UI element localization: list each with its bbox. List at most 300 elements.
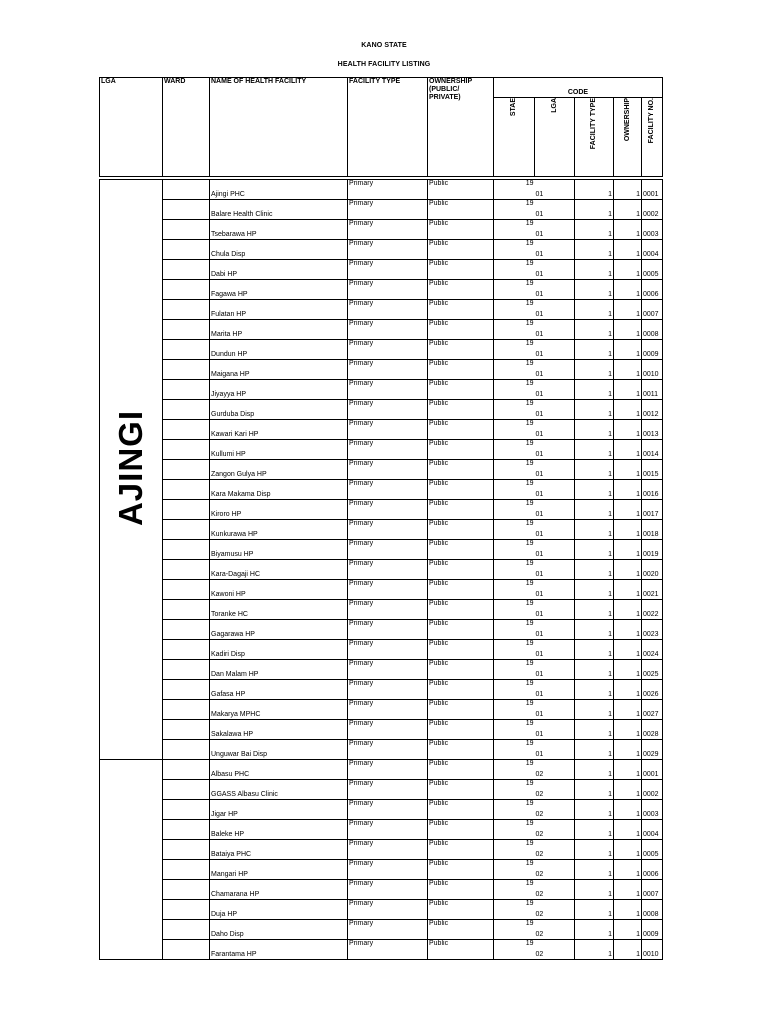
facility-number: 0004	[642, 240, 663, 260]
ward-cell	[163, 640, 210, 660]
facility-number: 0021	[642, 580, 663, 600]
lga-cell	[100, 760, 163, 960]
facility-type: Primary	[348, 680, 428, 700]
state-code: 19	[525, 660, 534, 667]
table-row	[100, 800, 663, 820]
facility-type-code: 1	[575, 740, 614, 760]
state-code: 19	[525, 940, 534, 947]
facility-type: Primary	[348, 500, 428, 520]
facility-type: Primary	[348, 660, 428, 680]
facility-name: Fulatan HP	[210, 300, 348, 320]
lga-cell	[100, 180, 163, 760]
facility-type-code: 1	[575, 940, 614, 960]
lga-code: 02	[535, 800, 575, 820]
table-row	[100, 700, 663, 720]
facility-name: Mangari HP	[210, 860, 348, 880]
ownership-code: 1	[614, 400, 642, 420]
state-code: 19	[525, 900, 534, 907]
facility-type-code: 1	[575, 620, 614, 640]
table-row	[100, 540, 663, 560]
col-header-facility-no: FACILITY NO.	[642, 98, 663, 177]
facility-type-code: 1	[575, 840, 614, 860]
state-code-cell	[494, 520, 535, 540]
state-code-cell	[494, 880, 535, 900]
facility-type-code: 1	[575, 240, 614, 260]
ownership-code: 1	[614, 620, 642, 640]
facility-name: Tsebarawa HP	[210, 220, 348, 240]
facility-name: Balare Health Clinic	[210, 200, 348, 220]
state-code: 19	[525, 540, 534, 547]
facility-type-code: 1	[575, 400, 614, 420]
ward-cell	[163, 840, 210, 860]
ward-cell	[163, 540, 210, 560]
facility-type: Primary	[348, 260, 428, 280]
facility-number: 0004	[642, 820, 663, 840]
facility-type: Primary	[348, 700, 428, 720]
facility-type-code: 1	[575, 580, 614, 600]
ownership: Public	[428, 860, 494, 880]
ownership: Public	[428, 500, 494, 520]
ward-cell	[163, 240, 210, 260]
ownership: Public	[428, 560, 494, 580]
ward-cell	[163, 880, 210, 900]
ward-cell	[163, 940, 210, 960]
ownership-code: 1	[614, 600, 642, 620]
state-code-cell	[494, 540, 535, 560]
facility-type: Primary	[348, 180, 428, 200]
lga-code: 02	[535, 780, 575, 800]
ownership-code: 1	[614, 220, 642, 240]
lga-code: 01	[535, 700, 575, 720]
state-code: 19	[525, 740, 534, 747]
ownership-code: 1	[614, 320, 642, 340]
facility-number: 0028	[642, 720, 663, 740]
lga-code: 01	[535, 260, 575, 280]
facility-type: Primary	[348, 940, 428, 960]
ownership: Public	[428, 820, 494, 840]
table-row	[100, 600, 663, 620]
lga-code: 01	[535, 520, 575, 540]
state-code-cell	[494, 260, 535, 280]
ward-cell	[163, 320, 210, 340]
lga-code: 01	[535, 360, 575, 380]
ownership-code: 1	[614, 640, 642, 660]
facility-number: 0001	[642, 180, 663, 200]
state-code: 19	[525, 520, 534, 527]
table-row	[100, 260, 663, 280]
ownership: Public	[428, 240, 494, 260]
table-row	[100, 300, 663, 320]
ownership: Public	[428, 520, 494, 540]
facility-type-code: 1	[575, 800, 614, 820]
facility-name: Bataiya PHC	[210, 840, 348, 860]
lga-name: AJINGI	[112, 409, 149, 527]
ward-cell	[163, 180, 210, 200]
lga-code: 01	[535, 300, 575, 320]
facility-number: 0008	[642, 320, 663, 340]
facility-type-code: 1	[575, 660, 614, 680]
state-code-cell	[494, 560, 535, 580]
table-row	[100, 380, 663, 400]
state-code-cell	[494, 400, 535, 420]
table-row	[100, 900, 663, 920]
facility-type-code: 1	[575, 860, 614, 880]
state-code-cell	[494, 680, 535, 700]
state-code-cell	[494, 380, 535, 400]
lga-code: 01	[535, 720, 575, 740]
ward-cell	[163, 600, 210, 620]
facility-type: Primary	[348, 600, 428, 620]
facility-number: 0008	[642, 900, 663, 920]
lga-code: 02	[535, 840, 575, 860]
lga-code: 02	[535, 920, 575, 940]
lga-code: 01	[535, 620, 575, 640]
facility-number: 0019	[642, 540, 663, 560]
lga-code: 01	[535, 200, 575, 220]
state-code: 19	[525, 460, 534, 467]
facility-name: Gafasa HP	[210, 680, 348, 700]
facility-number: 0027	[642, 700, 663, 720]
ownership-code: 1	[614, 540, 642, 560]
table-row	[100, 820, 663, 840]
facility-number: 0020	[642, 560, 663, 580]
col-header-facility-type-code: FACILITY TYPE	[575, 98, 614, 177]
ownership-code: 1	[614, 940, 642, 960]
facility-number: 0012	[642, 400, 663, 420]
col-header-ownership-code: OWNERSHIP	[614, 98, 642, 177]
table-row	[100, 560, 663, 580]
facility-number: 0015	[642, 460, 663, 480]
facility-number: 0013	[642, 420, 663, 440]
ward-cell	[163, 820, 210, 840]
state-code: 19	[525, 880, 534, 887]
table-row	[100, 880, 663, 900]
state-code-cell	[494, 740, 535, 760]
ward-cell	[163, 580, 210, 600]
table-row	[100, 520, 663, 540]
state-code-cell	[494, 460, 535, 480]
facility-type: Primary	[348, 780, 428, 800]
ownership: Public	[428, 660, 494, 680]
ward-cell	[163, 380, 210, 400]
ownership: Public	[428, 640, 494, 660]
facility-type: Primary	[348, 440, 428, 460]
ward-cell	[163, 760, 210, 780]
state-code: 19	[525, 840, 534, 847]
facility-type: Primary	[348, 580, 428, 600]
ownership-code: 1	[614, 200, 642, 220]
facility-number: 0026	[642, 680, 663, 700]
facility-name: Chamarana HP	[210, 880, 348, 900]
facility-name: Toranke HC	[210, 600, 348, 620]
ownership-code: 1	[614, 680, 642, 700]
facility-type: Primary	[348, 740, 428, 760]
state-code-cell	[494, 660, 535, 680]
table-row	[100, 280, 663, 300]
facility-type-code: 1	[575, 180, 614, 200]
lga-code: 01	[535, 220, 575, 240]
listing-title: HEALTH FACILITY LISTING	[337, 61, 431, 68]
table-row	[100, 920, 663, 940]
lga-code: 01	[535, 340, 575, 360]
facility-number: 0022	[642, 600, 663, 620]
facility-number: 0011	[642, 380, 663, 400]
lga-code: 01	[535, 560, 575, 580]
facility-type: Primary	[348, 540, 428, 560]
ward-cell	[163, 520, 210, 540]
facility-name: GGASS Albasu Clinic	[210, 780, 348, 800]
lga-code: 02	[535, 880, 575, 900]
facility-type-code: 1	[575, 820, 614, 840]
facility-type: Primary	[348, 280, 428, 300]
facility-type: Primary	[348, 900, 428, 920]
state-code: 19	[525, 760, 534, 767]
table-row	[100, 420, 663, 440]
lga-code: 01	[535, 640, 575, 660]
state-code: 19	[525, 340, 534, 347]
ownership-code: 1	[614, 860, 642, 880]
facility-type-code: 1	[575, 420, 614, 440]
ward-cell	[163, 460, 210, 480]
state-code: 19	[525, 640, 534, 647]
facility-type-code: 1	[575, 780, 614, 800]
ownership: Public	[428, 700, 494, 720]
ward-cell	[163, 560, 210, 580]
state-code: 19	[525, 800, 534, 807]
facility-type-code: 1	[575, 920, 614, 940]
facility-type: Primary	[348, 320, 428, 340]
ownership-code: 1	[614, 340, 642, 360]
ownership-code: 1	[614, 560, 642, 580]
facility-number: 0006	[642, 280, 663, 300]
ward-cell	[163, 400, 210, 420]
table-row	[100, 480, 663, 500]
ownership-code: 1	[614, 840, 642, 860]
facility-type: Primary	[348, 560, 428, 580]
facility-type-code: 1	[575, 440, 614, 460]
state-code: 19	[525, 420, 534, 427]
ownership-code: 1	[614, 280, 642, 300]
ownership-code: 1	[614, 760, 642, 780]
state-code: 19	[525, 500, 534, 507]
ownership: Public	[428, 800, 494, 820]
lga-code: 01	[535, 280, 575, 300]
ward-cell	[163, 360, 210, 380]
ward-cell	[163, 480, 210, 500]
facility-number: 0001	[642, 760, 663, 780]
facility-type-code: 1	[575, 340, 614, 360]
facility-type: Primary	[348, 860, 428, 880]
state-code-cell	[494, 420, 535, 440]
table-row	[100, 180, 663, 200]
facility-number: 0009	[642, 920, 663, 940]
facility-number: 0006	[642, 860, 663, 880]
facility-type: Primary	[348, 200, 428, 220]
ownership-code: 1	[614, 240, 642, 260]
facility-name: Kawoni HP	[210, 580, 348, 600]
state-code: 19	[525, 560, 534, 567]
ownership: Public	[428, 420, 494, 440]
state-code-cell	[494, 200, 535, 220]
state-code-cell	[494, 820, 535, 840]
facility-name: Kadiri Disp	[210, 640, 348, 660]
ownership-code: 1	[614, 380, 642, 400]
facility-name: Chula Disp	[210, 240, 348, 260]
lga-code: 01	[535, 420, 575, 440]
lga-code: 01	[535, 680, 575, 700]
facility-type-code: 1	[575, 300, 614, 320]
ownership-code: 1	[614, 520, 642, 540]
facility-type-code: 1	[575, 280, 614, 300]
ward-cell	[163, 860, 210, 880]
facility-type: Primary	[348, 300, 428, 320]
lga-code: 01	[535, 320, 575, 340]
state-code-cell	[494, 600, 535, 620]
facility-type: Primary	[348, 420, 428, 440]
lga-code: 01	[535, 500, 575, 520]
ward-cell	[163, 680, 210, 700]
facility-name: Jiyayya HP	[210, 380, 348, 400]
ward-cell	[163, 780, 210, 800]
facility-number: 0010	[642, 360, 663, 380]
state-code: 19	[525, 620, 534, 627]
table-row	[100, 200, 663, 220]
state-code: 19	[525, 300, 534, 307]
facility-type-code: 1	[575, 220, 614, 240]
facility-name: Dundun HP	[210, 340, 348, 360]
facility-type-code: 1	[575, 600, 614, 620]
ownership: Public	[428, 580, 494, 600]
table-row	[100, 400, 663, 420]
facility-type: Primary	[348, 460, 428, 480]
facility-number: 0024	[642, 640, 663, 660]
ownership-code: 1	[614, 820, 642, 840]
ward-cell	[163, 660, 210, 680]
ownership-code: 1	[614, 260, 642, 280]
facility-type-code: 1	[575, 480, 614, 500]
state-code-cell	[494, 900, 535, 920]
ownership: Public	[428, 300, 494, 320]
facility-name: Maigana HP	[210, 360, 348, 380]
ward-cell	[163, 280, 210, 300]
ownership-code: 1	[614, 480, 642, 500]
facility-type: Primary	[348, 340, 428, 360]
ownership-code: 1	[614, 740, 642, 760]
facility-type: Primary	[348, 240, 428, 260]
ownership: Public	[428, 380, 494, 400]
lga-code: 01	[535, 740, 575, 760]
lga-code: 01	[535, 540, 575, 560]
state-code-cell	[494, 780, 535, 800]
facility-type: Primary	[348, 620, 428, 640]
state-code-cell	[494, 800, 535, 820]
ownership-code: 1	[614, 460, 642, 480]
table-row	[100, 460, 663, 480]
facility-type: Primary	[348, 640, 428, 660]
ownership: Public	[428, 260, 494, 280]
state-code-cell	[494, 860, 535, 880]
facility-type: Primary	[348, 760, 428, 780]
facility-name: Fagawa HP	[210, 280, 348, 300]
ownership: Public	[428, 920, 494, 940]
facility-type-code: 1	[575, 720, 614, 740]
table-row	[100, 740, 663, 760]
facility-name: Gagarawa HP	[210, 620, 348, 640]
state-code-cell	[494, 280, 535, 300]
facility-type-code: 1	[575, 900, 614, 920]
state-code: 19	[525, 440, 534, 447]
facility-type: Primary	[348, 880, 428, 900]
table-row	[100, 940, 663, 960]
facility-name: Daho Disp	[210, 920, 348, 940]
facility-name: Marita HP	[210, 320, 348, 340]
facility-type-code: 1	[575, 680, 614, 700]
table-row	[100, 240, 663, 260]
facility-type-code: 1	[575, 520, 614, 540]
ownership: Public	[428, 440, 494, 460]
state-code-cell	[494, 920, 535, 940]
facility-type: Primary	[348, 720, 428, 740]
facility-type-code: 1	[575, 260, 614, 280]
facility-table	[99, 77, 663, 960]
facility-type: Primary	[348, 920, 428, 940]
facility-number: 0029	[642, 740, 663, 760]
lga-code: 02	[535, 900, 575, 920]
facility-type: Primary	[348, 520, 428, 540]
lga-code: 01	[535, 460, 575, 480]
state-code-cell	[494, 180, 535, 200]
state-code-cell	[494, 580, 535, 600]
facility-name: Farantama HP	[210, 940, 348, 960]
ward-cell	[163, 420, 210, 440]
ownership: Public	[428, 400, 494, 420]
ownership: Public	[428, 840, 494, 860]
facility-number: 0007	[642, 880, 663, 900]
lga-code: 01	[535, 600, 575, 620]
state-code-cell	[494, 220, 535, 240]
facility-number: 0025	[642, 660, 663, 680]
ownership: Public	[428, 280, 494, 300]
lga-code: 02	[535, 820, 575, 840]
ward-cell	[163, 720, 210, 740]
state-code-cell	[494, 640, 535, 660]
facility-type-code: 1	[575, 700, 614, 720]
ownership: Public	[428, 200, 494, 220]
col-header-ward: WARD	[163, 78, 210, 177]
state-code: 19	[525, 720, 534, 727]
facility-type: Primary	[348, 840, 428, 860]
ownership-code: 1	[614, 880, 642, 900]
ownership: Public	[428, 720, 494, 740]
ownership: Public	[428, 320, 494, 340]
ownership-code: 1	[614, 500, 642, 520]
facility-number: 0017	[642, 500, 663, 520]
ownership: Public	[428, 360, 494, 380]
ownership-code: 1	[614, 360, 642, 380]
state-code: 19	[525, 700, 534, 707]
ownership: Public	[428, 600, 494, 620]
col-header-type: FACILITY TYPE	[348, 78, 428, 177]
state-code-cell	[494, 840, 535, 860]
state-code-cell	[494, 480, 535, 500]
state-code: 19	[525, 200, 534, 207]
facility-type: Primary	[348, 800, 428, 820]
lga-code: 01	[535, 480, 575, 500]
state-code: 19	[525, 780, 534, 787]
ward-cell	[163, 800, 210, 820]
lga-code: 02	[535, 760, 575, 780]
table-row	[100, 840, 663, 860]
